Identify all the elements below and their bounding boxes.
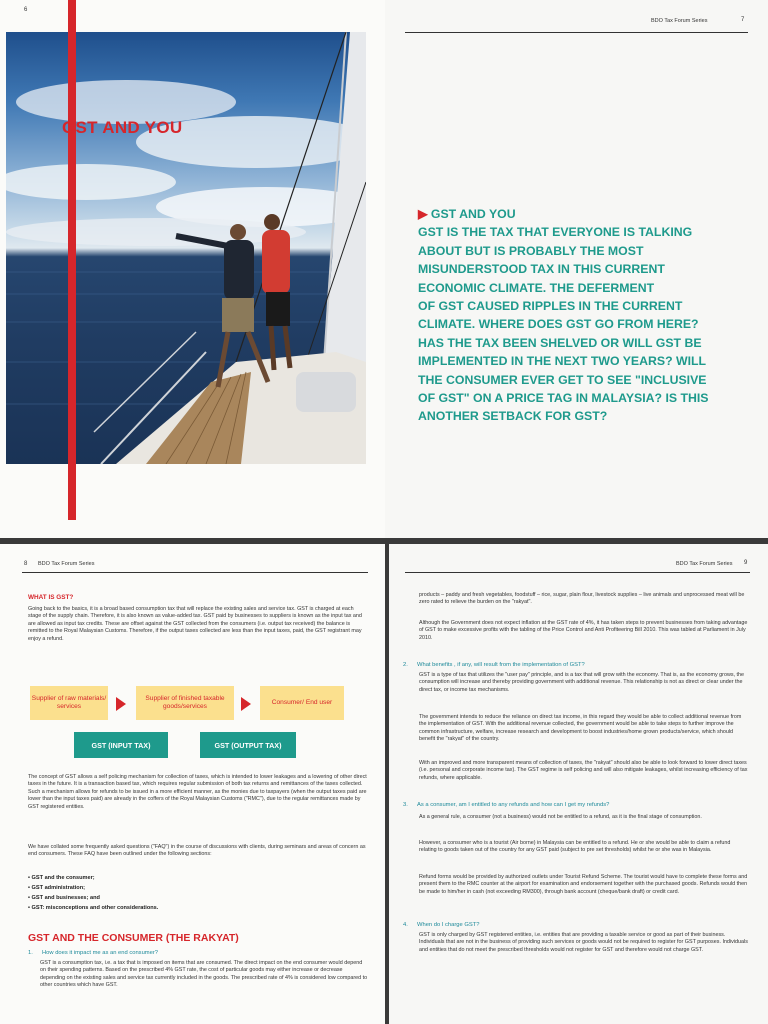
headline-line: ABOUT BUT IS PROBABLY THE MOST xyxy=(418,243,644,258)
headline-line: CLIMATE. WHERE DOES GST GO FROM HERE? xyxy=(418,317,699,332)
red-accent-bar xyxy=(68,0,76,520)
page-number: 8 xyxy=(24,561,28,567)
page-6 xyxy=(0,0,385,538)
intro-paragraph: Going back to the basics, it is a broad based consumption tax that will replace the existing sales and service tax. GST is charged at each stage of the supply chain. Therefore, it is also known as value-added tax. GST paid by businesses to suppliers is known as the input tax and are allowed as input tax credits. These are offset against the GST collected from the consumers (i.e. output tax received) the balance is remitted to the Royal Malaysian Customs. Therefore, if the output taxes collected are less than the input taxes, paid, the GST registrant may enjoy a refund. xyxy=(28,606,362,642)
photo-title: GST AND YOU xyxy=(62,118,183,137)
question-number: 2. xyxy=(403,662,408,668)
question-4 xyxy=(403,922,480,928)
question-text: What benefits , if any, will result from the implementation of GST? xyxy=(417,662,585,668)
triangle-marker-icon: ▶ xyxy=(418,207,428,221)
page-8 xyxy=(0,544,385,1024)
answer-3b: However, a consumer who is a tourist (Air borne) in Malaysia can be entitled to a refund. He or she would be able to claim a refund relating to goods taken out of the country for any GST paid (subject to pre set thresholds) whilst he or she was in Malaysia. xyxy=(419,840,731,854)
page-number: 9 xyxy=(744,560,748,566)
page-7 xyxy=(385,0,768,538)
running-header: BDO Tax Forum Series xyxy=(38,561,95,567)
question-2 xyxy=(403,662,585,668)
arrow-right-icon xyxy=(116,697,126,711)
page-number: 6 xyxy=(24,7,28,13)
answer-2a: GST is a type of tax that utilizes the "user pay" principle, and is a tax that will grow with the economy. That is, as the economy grows, the consumption will increase and thereby providing government with additional revenue. This relationship is not as direct or clear under the direct tax, or income tax mechanisms. xyxy=(419,672,745,693)
headline-line: ANOTHER SETBACK FOR GST? xyxy=(418,409,608,424)
headline-line: OF GST CAUSED RIPPLES IN THE CURRENT xyxy=(418,299,683,314)
headline-line: MISUNDERSTOOD TAX IN THIS CURRENT xyxy=(418,262,665,277)
headline-line: OF GST" ON A PRICE TAG IN MALAYSIA? IS THIS xyxy=(418,391,709,406)
question-number: 4. xyxy=(403,922,408,928)
running-header: BDO Tax Forum Series xyxy=(651,18,708,24)
answer-2b: The government intends to reduce the reliance on direct tax income, in this regard they would be able to collect additional revenue from the implementation of GST. With the additional revenue collected, the government would be able to take steps to further improve the common infrastructure, welfare, increase research and development to boost industries/home grown products/service, which should benefit the "rakyat" of the country. xyxy=(419,714,742,743)
headline-line: GST IS THE TAX THAT EVERYONE IS TALKING xyxy=(418,225,693,240)
output-tax-label: GST (OUTPUT TAX) xyxy=(200,732,296,758)
question-text: How does it impact me as an end consumer? xyxy=(42,950,158,956)
section-marker-label: GST AND YOU xyxy=(430,207,516,221)
concept-paragraph: The concept of GST allows a self policing mechanism for collection of taxes, which is intended to lower leakages and a lowering of other direct taxes in the future. It is a transaction based tax, which requires regular submission of both tax returns and remittances of the taxes collected. Such a mechanism allows for refunds to be issued in a more efficient manner, as the monies due to taxpayers (when the output taxes paid are lower than the input taxes paid) are already in the coffers of the Royal Malaysian Customs ("RMC"), due to the regular remittances made by GST registered entities. xyxy=(28,774,367,810)
paragraph: products – paddy and fresh vegetables, foodstuff – rice, sugar, plain flour, livestock supplies – live animals and unprocessed meat will be zero rated to relieve the burden on the "rakyat". xyxy=(419,592,745,606)
headline-line: HAS THE TAX BEEN SHELVED OR WILL GST BE xyxy=(418,335,702,350)
answer-3a: As a general rule, a consumer (not a business) would not be entitled to a refund, as it is the final stage of consumption. xyxy=(419,814,702,820)
headline-line: THE CONSUMER EVER GET TO SEE "INCLUSIVE xyxy=(418,372,707,387)
question-1 xyxy=(28,950,158,956)
question-number: 3. xyxy=(403,802,408,808)
flow-box-finished-goods: Supplier of finished taxable goods/services xyxy=(136,686,234,720)
question-3 xyxy=(403,802,609,808)
question-text: As a consumer, am I entitled to any refunds and how can I get my refunds? xyxy=(417,802,610,808)
section-marker xyxy=(418,205,748,223)
header-rule xyxy=(405,32,748,33)
headline-block xyxy=(418,205,748,426)
list-item: • GST and businesses; and xyxy=(28,895,100,901)
input-tax-label: GST (INPUT TAX) xyxy=(74,732,168,758)
arrow-right-icon xyxy=(241,697,251,711)
page-9 xyxy=(389,544,768,1024)
list-item: • GST and the consumer; xyxy=(28,875,95,881)
flow-box-consumer: Consumer/ End user xyxy=(260,686,344,720)
faq-sections-list xyxy=(28,873,158,913)
question-number: 1. xyxy=(28,950,33,956)
list-item: • GST: misconceptions and other considerations. xyxy=(28,905,159,911)
flow-box-raw-materials: Supplier of raw materials/ services xyxy=(30,686,108,720)
headline-line: IMPLEMENTED IN THE NEXT TWO YEARS? WILL xyxy=(418,354,707,369)
faq-intro-paragraph: We have collated some frequently asked questions ("FAQ") in the course of discussions with clients, during seminars and areas of concern as end consumers. These FAQ have been outlined under the following sections: xyxy=(28,844,366,858)
list-item: • GST administration; xyxy=(28,885,85,891)
what-is-gst-heading: WHAT IS GST? xyxy=(28,594,74,601)
sailboat-photo xyxy=(6,32,366,464)
header-rule xyxy=(22,572,368,573)
answer-4: GST is only charged by GST registered entities, i.e. entities that are providing a taxable service or good as part of their business. Individuals that are not in the business of providing such services or goods would not be required to register for GST purposes. Individuals and entities that do not meet the prescribed thresholds would not register for GST and therefore would not charge GST. xyxy=(419,932,748,953)
header-rule xyxy=(405,572,750,573)
headline-line: ECONOMIC CLIMATE. THE DEFERMENT xyxy=(418,280,655,295)
answer-3c: Refund forms would be provided by authorized outlets under Tourist Refund Scheme. The tourist would have to complete these forms and present them to the RMC counter at the airport for examination and endorsement together with the purchased goods. Refunds would then be made to him/her in cash (not exceeding RM300), through bank account (cheque/bank draft) or credit card. xyxy=(419,874,748,895)
sailboat-illustration xyxy=(6,32,366,464)
page-number: 7 xyxy=(741,17,745,23)
paragraph: Although the Government does not expect inflation at the GST rate of 4%, it has taken steps to prevent businesses from taking advantage of GST to make excessive profits with the tabling of the Price Control and Anti Profiteering Bill 2010. This was tabled at Parliament in July 2010. xyxy=(419,620,748,641)
running-header: BDO Tax Forum Series xyxy=(676,561,733,567)
question-text: When do I charge GST? xyxy=(417,922,480,928)
consumer-section-title: GST AND THE CONSUMER (THE RAKYAT) xyxy=(28,932,239,944)
answer-2c: With an improved and more transparent means of collection of taxes, the "rakyat" should also be able to look forward to lower direct taxes (i.e. personal and corporate income tax). The GST regime is self policing and will also mitigate leakages, whilst increasing efficiency of tax refunds, where applicable. xyxy=(419,760,748,781)
answer-1: GST is a consumption tax, i.e. a tax that is imposed on items that are consumed. The direct impact on the end consumer would depend on their spending patterns. Based on the prescribed 4% GST rate, the cost of particular goods may either increase or decrease depending on the existing sales and service tax currently included in the goods. The prescribed rate of 4% is considered low compared to other countries which have GST. xyxy=(40,960,368,989)
